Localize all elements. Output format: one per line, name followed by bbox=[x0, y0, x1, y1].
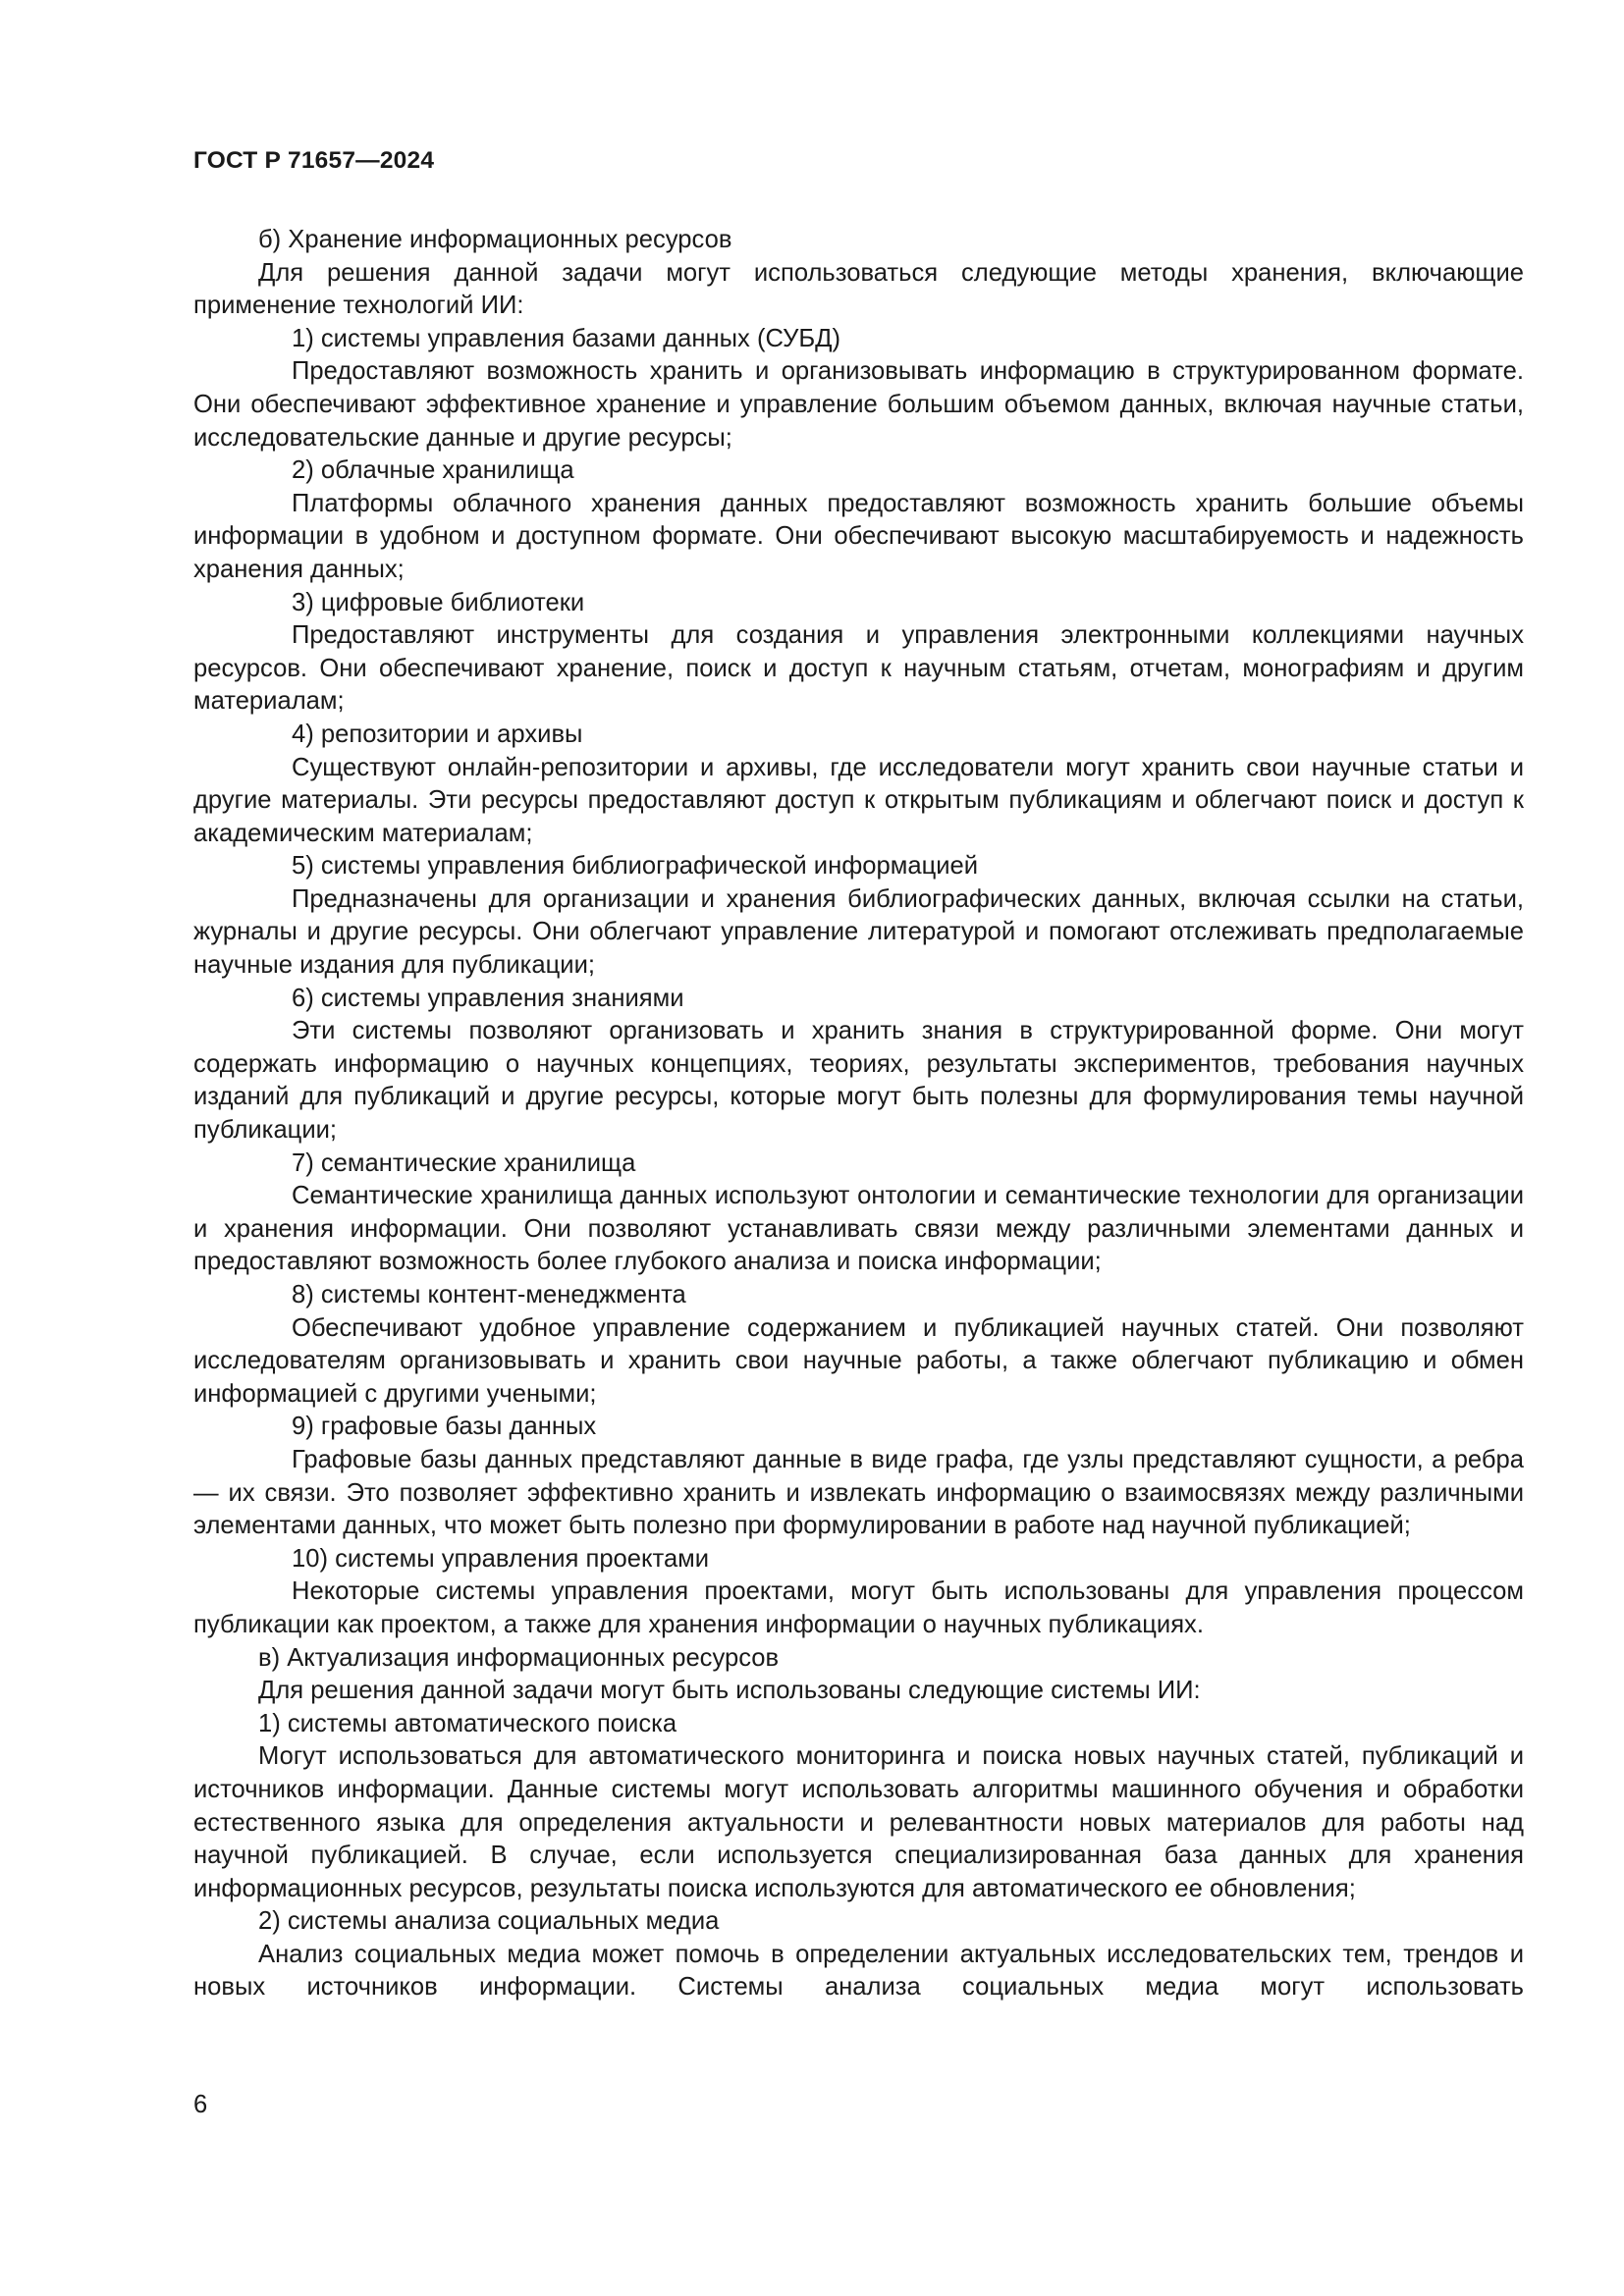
list-item-heading: 6) системы управления знаниями bbox=[292, 984, 684, 1012]
list-item-heading: 5) системы управления библиографической информацией bbox=[292, 852, 979, 881]
paragraph: Анализ социальных медиа может помочь в определении актуальных исследовательских тем, трендов и новых источников информации. Системы анализа социальных медиа могут использовать bbox=[193, 1940, 1524, 2002]
list-item-heading: 10) системы управления проектами bbox=[292, 1544, 710, 1573]
paragraph: Некоторые системы управления проектами, могут быть использованы для управления процессом публикации как проектом, а также для хранения информации о научных публикациях. bbox=[193, 1577, 1524, 1638]
paragraph: Платформы облачного хранения данных предоставляют возможность хранить большие объемы информации в удобном и доступном формате. Они обеспечивают высокую масштабируемость и надежность хранения данных; bbox=[193, 489, 1524, 583]
document-header: ГОСТ Р 71657—2024 bbox=[193, 147, 435, 174]
paragraph: Эти системы позволяют организовать и хранить знания в структурированной форме. Они могут содержать информацию о научных концепциях, теориях, результаты экспериментов, требования научных изданий для публикаций и другие ресурсы, которые могут быть полезны для формулирования темы научной публикации; bbox=[193, 1017, 1524, 1145]
list-item-heading: 1) системы управления базами данных (СУБД) bbox=[292, 324, 841, 352]
paragraph: Графовые базы данных представляют данные в виде графа, где узлы представляют сущности, а ребра — их связи. Это позволяет эффективно хранить и извлекать информацию о взаимосвязях между различными элементами данных, что может быть полезно при формулировании в работе над научной публикацией; bbox=[193, 1445, 1524, 1540]
section-heading-actualization: в) Актуализация информационных ресурсов bbox=[258, 1643, 780, 1672]
list-item-heading: 1) системы автоматического поиска bbox=[258, 1709, 677, 1737]
paragraph: Существуют онлайн-репозитории и архивы, где исследователи могут хранить свои научные статьи и другие материалы. Эти ресурсы предоставляют доступ к открытым публикациям и облегчают поиск и доступ к академическим материалам; bbox=[193, 753, 1524, 847]
paragraph: Семантические хранилища данных используют онтологии и семантические технологии для организации и хранения информации. Они позволяют устанавливать связи между различными элементами данных и предоставляют возможность более глубокого анализа и поиска информации; bbox=[193, 1182, 1524, 1276]
paragraph: Обеспечивают удобное управление содержанием и публикацией научных статей. Они позволяют исследователям организовывать и хранить свои научные работы, а также облегчают публикацию и обмен информацией с другими учеными; bbox=[193, 1313, 1524, 1408]
paragraph: Для решения данной задачи могут быть использованы следующие системы ИИ: bbox=[258, 1677, 1201, 1705]
list-item-heading: 8) системы контент-менеджмента bbox=[292, 1281, 686, 1308]
paragraph: Для решения данной задачи могут использоваться следующие методы хранения, включающие применение технологий ИИ: bbox=[193, 258, 1524, 320]
paragraph: Могут использоваться для автоматического мониторинга и поиска новых научных статей, публикаций и источников информации. Данные системы могут использовать алгоритмы машинного обучения и обработки естественного языка для определения актуальности и релевантности новых материалов для работы над научной публикацией. В случае, если используется специализированная база данных для хранения информационных ресурсов, результаты поиска используются для автоматического ее обновления; bbox=[193, 1742, 1524, 1902]
list-item-heading: 2) системы анализа социальных медиа bbox=[258, 1907, 720, 1936]
paragraph: Предназначены для организации и хранения библиографических данных, включая ссылки на статьи, журналы и другие ресурсы. Они облегчают управление литературой и помогают отслеживать предполагаемые научные издания для публикации; bbox=[193, 884, 1524, 980]
list-item-heading: 3) цифровые библиотеки bbox=[292, 588, 585, 616]
section-heading-storage: б) Хранение информационных ресурсов bbox=[258, 226, 732, 253]
list-item-heading: 4) репозитории и архивы bbox=[292, 720, 583, 748]
paragraph: Предоставляют возможность хранить и организовывать информацию в структурированном формате. Они обеспечивают эффективное хранение и управление большим объемом данных, включая научные статьи, исследовательские данные и другие ресурсы; bbox=[193, 357, 1524, 452]
page-number: 6 bbox=[193, 2091, 208, 2118]
list-item-heading: 9) графовые базы данных bbox=[292, 1413, 597, 1441]
document-body bbox=[193, 224, 1524, 2004]
paragraph: Предоставляют инструменты для создания и управления электронными коллекциями научных ресурсов. Они обеспечивают хранение, поиск и доступ к научным статьям, отчетам, монографиям и другим материалам; bbox=[193, 621, 1524, 716]
list-item-heading: 2) облачные хранилища bbox=[292, 456, 574, 485]
list-item-heading: 7) семантические хранилища bbox=[292, 1148, 636, 1177]
